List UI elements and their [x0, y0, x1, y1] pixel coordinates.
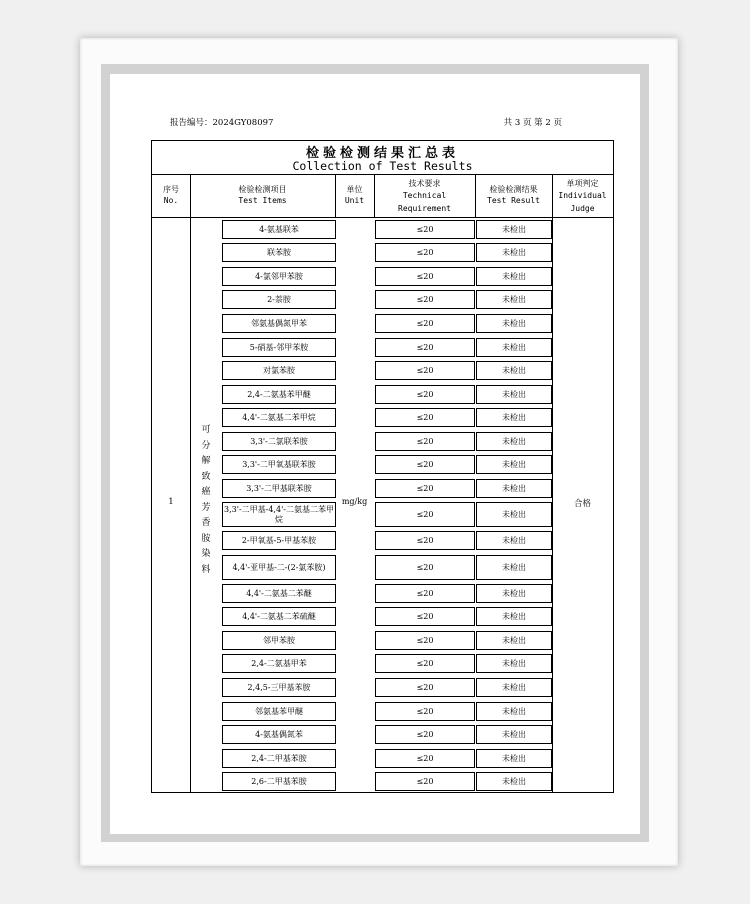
requirement-cell: ≤20: [375, 290, 475, 309]
result-cell: 未检出: [476, 702, 552, 721]
result-cell: 未检出: [476, 531, 552, 550]
results-table: [151, 140, 614, 793]
result-cell: 未检出: [476, 314, 552, 333]
test-item-cell: 2-甲氧基-5-甲基苯胺: [222, 531, 336, 550]
test-item-cell: 4,4'-二氨基二苯醚: [222, 584, 336, 603]
requirement-cell: ≤20: [375, 267, 475, 286]
test-item-cell: 3,3'-二氯联苯胺: [222, 432, 336, 451]
test-item-cell: 2,4-二氨基甲苯: [222, 654, 336, 673]
table-title-en: Collection of Test Results: [292, 159, 473, 173]
requirement-cell: ≤20: [375, 531, 475, 550]
result-cell: 未检出: [476, 385, 552, 404]
header-test-result: 检验检测结果 Test Result: [487, 185, 540, 205]
result-cell: 未检出: [476, 220, 552, 239]
requirement-cell: ≤20: [375, 385, 475, 404]
col-divider-result: [552, 174, 553, 792]
test-item-cell: 2,4,5-三甲基苯胺: [222, 678, 336, 697]
test-item-cell: 2,4-二甲基苯胺: [222, 749, 336, 768]
requirement-cell: ≤20: [375, 220, 475, 239]
result-cell: 未检出: [476, 338, 552, 357]
result-cell: 未检出: [476, 243, 552, 262]
requirement-cell: ≤20: [375, 607, 475, 626]
report-number: 报告编号：2024GY08097: [170, 118, 274, 128]
requirement-cell: ≤20: [375, 654, 475, 673]
requirement-cell: ≤20: [375, 631, 475, 650]
result-cell: 未检出: [476, 725, 552, 744]
header-test-items: 检验检测项目 Test Items: [238, 185, 287, 205]
requirement-cell: ≤20: [375, 338, 475, 357]
test-item-cell: 3,3'-二甲氧基联苯胺: [222, 455, 336, 474]
requirement-cell: ≤20: [375, 408, 475, 427]
group-judge: 合格: [573, 499, 591, 509]
result-cell: 未检出: [476, 432, 552, 451]
requirement-cell: ≤20: [375, 702, 475, 721]
result-cell: 未检出: [476, 607, 552, 626]
result-cell: 未检出: [476, 555, 552, 580]
requirement-cell: ≤20: [375, 243, 475, 262]
requirement-cell: ≤20: [375, 455, 475, 474]
group-number: 1: [168, 497, 174, 507]
test-item-cell: 4-氨基偶氮苯: [222, 725, 336, 744]
test-item-cell: 4-氯邻甲苯胺: [222, 267, 336, 286]
test-item-cell: 4,4'-二氨基二苯甲烷: [222, 408, 336, 427]
result-cell: 未检出: [476, 361, 552, 380]
result-cell: 未检出: [476, 772, 552, 791]
result-cell: 未检出: [476, 267, 552, 286]
header-no: 序号 No.: [163, 185, 179, 205]
group-unit: mg/kg: [341, 497, 368, 506]
result-cell: 未检出: [476, 584, 552, 603]
result-cell: 未检出: [476, 678, 552, 697]
test-item-cell: 4,4'-亚甲基-二-(2-氯苯胺): [222, 555, 336, 580]
test-item-cell: 2,4-二氨基苯甲醚: [222, 385, 336, 404]
requirement-cell: ≤20: [375, 749, 475, 768]
requirement-cell: ≤20: [375, 584, 475, 603]
requirement-cell: ≤20: [375, 314, 475, 333]
requirement-cell: ≤20: [375, 361, 475, 380]
test-item-cell: 对氯苯胺: [222, 361, 336, 380]
test-item-cell: 4,4'-二氨基二苯硫醚: [222, 607, 336, 626]
page-counter: 共 3 页 第 2 页: [503, 118, 562, 128]
col-divider-no: [190, 174, 191, 792]
requirement-cell: ≤20: [375, 502, 475, 527]
title-divider: [152, 174, 613, 175]
test-item-cell: 5-硝基-邻甲苯胺: [222, 338, 336, 357]
result-cell: 未检出: [476, 479, 552, 498]
header-divider: [152, 217, 613, 218]
result-cell: 未检出: [476, 654, 552, 673]
result-cell: 未检出: [476, 502, 552, 527]
result-cell: 未检出: [476, 631, 552, 650]
requirement-cell: ≤20: [375, 432, 475, 451]
test-item-cell: 2-萘胺: [222, 290, 336, 309]
requirement-cell: ≤20: [375, 772, 475, 791]
requirement-cell: ≤20: [375, 479, 475, 498]
table-title-cn: 检验检测结果汇总表: [305, 146, 459, 161]
result-cell: 未检出: [476, 455, 552, 474]
header-judge: 单项判定 Individual Judge: [558, 179, 607, 213]
result-cell: 未检出: [476, 290, 552, 309]
header-requirement: 技术要求 Technical Requirement: [398, 179, 451, 213]
test-item-cell: 3,3'-二甲基联苯胺: [222, 479, 336, 498]
result-cell: 未检出: [476, 408, 552, 427]
test-item-cell: 邻氨基偶氮甲苯: [222, 314, 336, 333]
result-cell: 未检出: [476, 749, 552, 768]
test-item-cell: 2,6-二甲基苯胺: [222, 772, 336, 791]
report-sheet: [148, 113, 616, 797]
test-item-cell: 3,3'-二甲基-4,4'-二氨基二苯甲烷: [222, 502, 336, 527]
test-item-cell: 邻甲苯胺: [222, 631, 336, 650]
requirement-cell: ≤20: [375, 725, 475, 744]
group-category: 可分解致癌芳香胺染料: [201, 425, 211, 575]
test-item-cell: 4-氨基联苯: [222, 220, 336, 239]
header-unit: 单位 Unit: [344, 185, 365, 205]
requirement-cell: ≤20: [375, 678, 475, 697]
requirement-cell: ≤20: [375, 555, 475, 580]
test-item-cell: 联苯胺: [222, 243, 336, 262]
test-item-cell: 邻氨基苯甲醚: [222, 702, 336, 721]
